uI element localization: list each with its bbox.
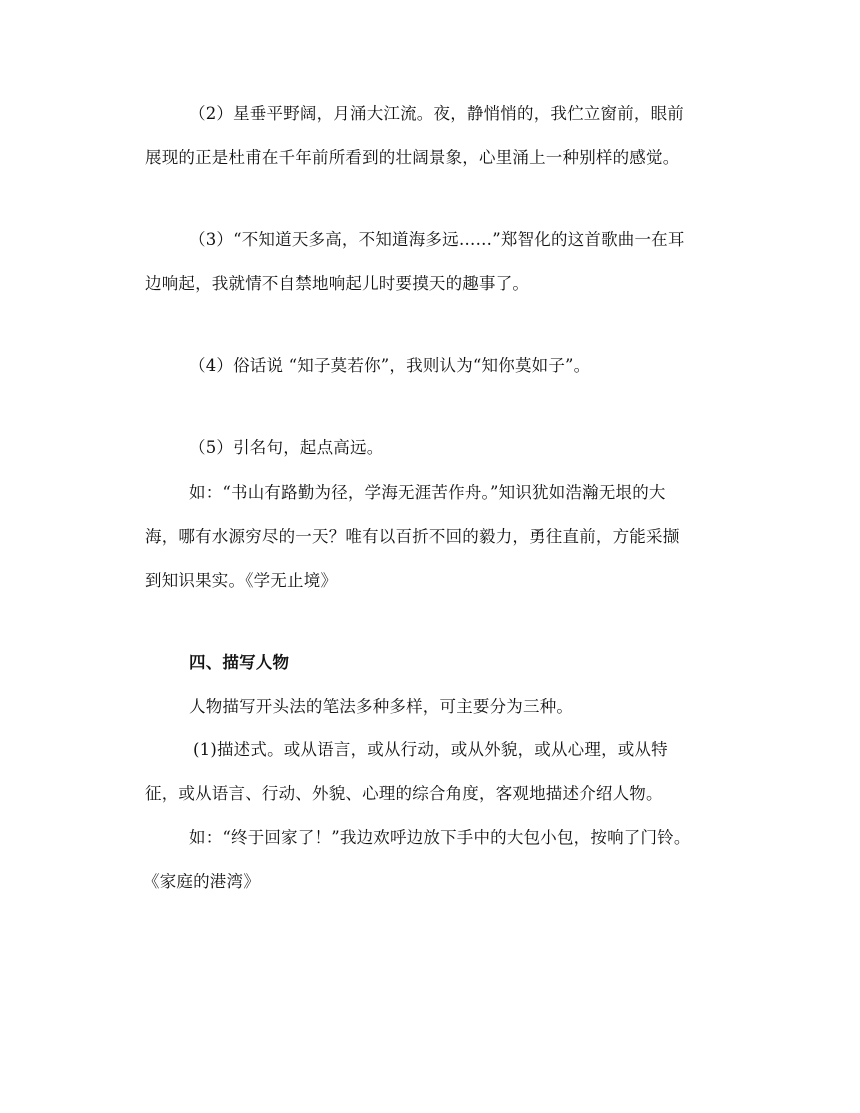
section-intro: 人物描写开头法的笔法多种多样，可主要分为三种。 (189, 697, 574, 716)
example-1-line-1: 如：“书山有路勤为径，学海无涯苦作舟。”知识犹如浩瀚无垠的大 (189, 483, 666, 502)
method-1-line-1: (1)描述式。或从语言，或从行动，或从外貌，或从心理，或从特 (193, 740, 668, 759)
paragraph-2-line-2: 展现的正是杜甫在千年前所看到的壮阔景象，心里涌上一种别样的感觉。 (145, 148, 680, 167)
paragraph-4-line-1: （4）俗话说 “知子莫若你”，我则认为“知你莫如子”。 (189, 356, 591, 375)
example-2-line-2: 《家庭的港湾》 (143, 872, 260, 891)
example-2-line-1: 如：“终于回家了！”我边欢呼边放下手中的大包小包，按响了门铃。 (189, 828, 691, 847)
paragraph-3-line-2: 边响起，我就情不自禁地响起儿时要摸天的趣事了。 (145, 274, 530, 293)
section-heading: 四、描写人物 (189, 653, 290, 672)
paragraph-3-line-1: （3）“不知道天多高，不知道海多远……”郑智化的这首歌曲一在耳 (189, 230, 685, 249)
example-1-line-3: 到知识果实。《学无止境》 (145, 571, 338, 590)
paragraph-5-line-1: （5）引名句，起点高远。 (189, 438, 384, 457)
method-1-line-2: 征，或从语言、行动、外貌、心理的综合角度，客观地描述介绍人物。 (145, 784, 663, 803)
paragraph-2-line-1: （2）星垂平野阔，月涌大江流。夜，静悄悄的，我伫立窗前，眼前 (189, 104, 684, 123)
example-1-line-2: 海，哪有水源穷尽的一天？唯有以百折不回的毅力，勇往直前，方能采撷 (145, 527, 680, 546)
